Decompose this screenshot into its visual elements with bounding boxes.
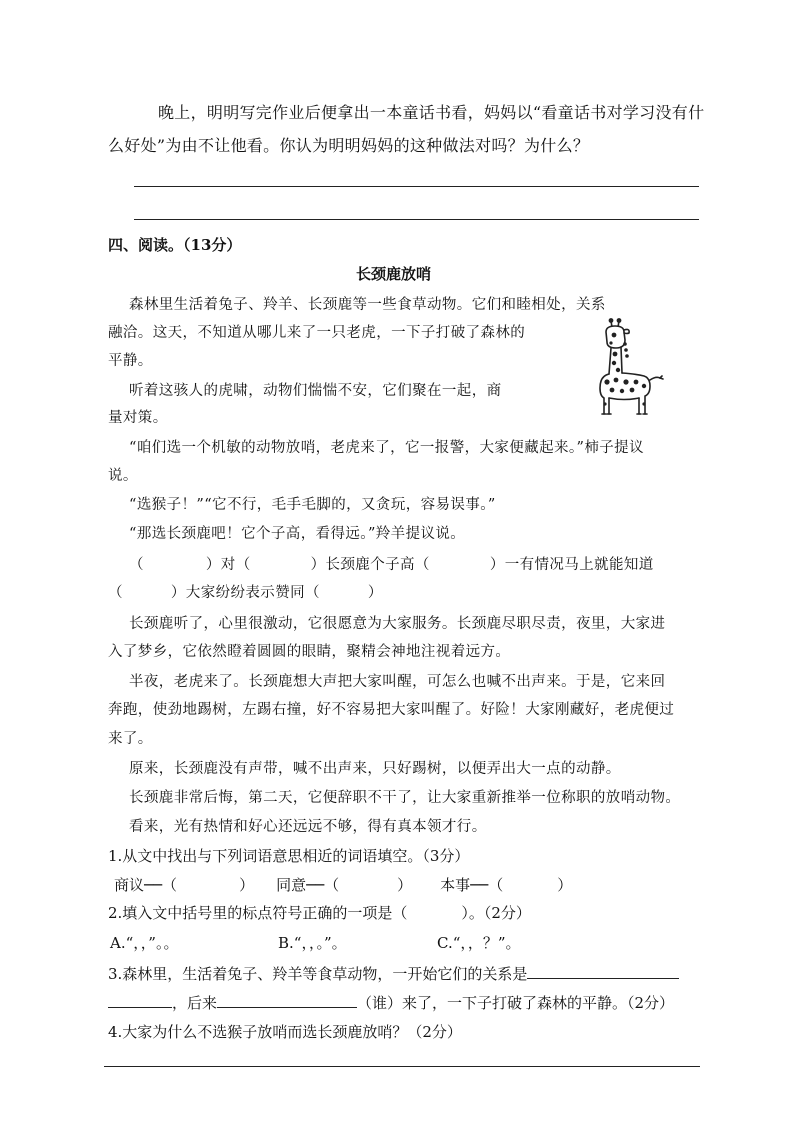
- p4-line: “选猴子！”“它不行，毛手毛脚的，又贪玩，容易误事。”: [129, 497, 496, 513]
- q1-word-a: 商议──（: [114, 876, 178, 894]
- p6-line-2: 入了梦乡，它依然瞪着圆圆的眼睛，聚精会神地注视着远方。: [108, 644, 511, 660]
- intro-line-2: 么好处”为由不让他看。你认为明明妈妈的这种做法对吗？为什么？: [108, 136, 590, 155]
- question-1-blanks: [114, 875, 572, 895]
- p7-line-3: 来了。: [108, 731, 153, 747]
- q3-text-1: 3.森林里，生活着兔子、羚羊等食草动物，一开始它们的关系是: [108, 965, 528, 983]
- bracket-1-open: （: [129, 557, 144, 573]
- question-3-line-2: [108, 992, 674, 1013]
- q3-text-3: （谁）来了，一下子打破了森林的平静。（2分）: [357, 994, 675, 1012]
- option-b[interactable]: B.“，，。”。: [278, 934, 347, 952]
- p1-line-1: 森林里生活着兔子、羚羊、长颈鹿等一些食草动物。它们和睦相处，关系: [129, 297, 606, 313]
- question-2: [108, 903, 531, 923]
- p2-line-2: 量对策。: [108, 410, 168, 426]
- bracket-4-close: ）大家纷纷表示赞同（: [170, 585, 320, 601]
- q4-answer-line[interactable]: [104, 1066, 700, 1067]
- bracket-1-close: ）对（: [205, 557, 251, 573]
- bracket-2-close: ）长颈鹿个子高（: [310, 557, 430, 573]
- q1-close-b: ）: [397, 876, 413, 894]
- blank-sentence-line-1: [129, 555, 654, 575]
- intro-line-1: 晚上，明明写完作业后便拿出一本童话书看，妈妈以“看童话书对学习没有什: [158, 103, 705, 122]
- p7-line-2: 奔跑，使劲地踢树，左踢右撞，好不容易把大家叫醒了。好险！大家刚藏好，老虎便过: [108, 702, 675, 718]
- p1-line-3: 平静。: [108, 353, 153, 369]
- q1-word-c: 本事──（: [440, 876, 504, 894]
- answer-line-2[interactable]: [134, 219, 699, 220]
- p6-line-1: 长颈鹿听了，心里很激动，它很愿意为大家服务。长颈鹿尽职尽责，夜里，大家进: [129, 616, 666, 632]
- question-1: 1.从文中找出与下列词语意思相近的词语填空。（3分）: [108, 847, 470, 865]
- p1-line-2: 融洽。这天，不知道从哪儿来了一只老虎，一下子打破了森林的: [108, 325, 526, 341]
- answer-line-1[interactable]: [134, 186, 699, 187]
- q3-text-2: ，后来: [172, 994, 218, 1012]
- q1-word-b: 同意──（: [276, 876, 340, 894]
- p3-line-2: 说。: [108, 468, 138, 484]
- story-title: 长颈鹿放哨: [356, 265, 432, 283]
- p5-line: “那选长颈鹿吧！它个子高，看得远。”羚羊提议说。: [129, 526, 466, 542]
- q2-score: ）。（2分）: [461, 904, 531, 922]
- q1-close-a: ）: [239, 876, 255, 894]
- p9-line: 长颈鹿非常后悔，第二天，它便辞职不干了，让大家重新推举一位称职的放哨动物。: [129, 790, 681, 806]
- p2-line-1: 听着这骇人的虎啸，动物们惴惴不安，它们聚在一起，商: [129, 383, 502, 399]
- blank-sentence-line-2: [108, 583, 383, 603]
- bracket-3-close: ）一有情况马上就能知道: [489, 557, 654, 573]
- question-4: 4.大家为什么不选猴子放哨而选长颈鹿放哨？（2分）: [108, 1023, 462, 1041]
- q3-blank-continued[interactable]: [108, 992, 172, 1008]
- p3-line-1: “咱们选一个机敏的动物放哨，老虎来了，它一报警，大家便藏起来。”柿子提议: [129, 440, 644, 456]
- bracket-5-close: ）: [367, 585, 383, 601]
- q3-blank-who[interactable]: [217, 992, 357, 1008]
- p8-line: 原来，长颈鹿没有声带，喊不出声来，只好踢树，以便弄出大一点的动静。: [129, 761, 621, 777]
- q2-text: 2.填入文中括号里的标点符号正确的一项是（: [108, 904, 408, 922]
- q1-close-c: ）: [557, 876, 573, 894]
- q3-blank-relationship[interactable]: [527, 963, 679, 979]
- question-3-line-1: [108, 963, 679, 984]
- bracket-4-open: （: [108, 585, 123, 601]
- p10-line: 看来，光有热情和好心还远远不够，得有真本领才行。: [129, 819, 487, 835]
- section-heading: 四、阅读。（13分）: [108, 236, 242, 254]
- option-a[interactable]: A.“，，”。。: [110, 934, 179, 952]
- giraffe-illustration: [578, 318, 664, 416]
- p7-line-1: 半夜，老虎来了。长颈鹿想大声把大家叫醒，可怎么也喊不出声来。于是，它来回: [129, 674, 666, 690]
- option-c[interactable]: C.“，，？”。: [437, 934, 521, 952]
